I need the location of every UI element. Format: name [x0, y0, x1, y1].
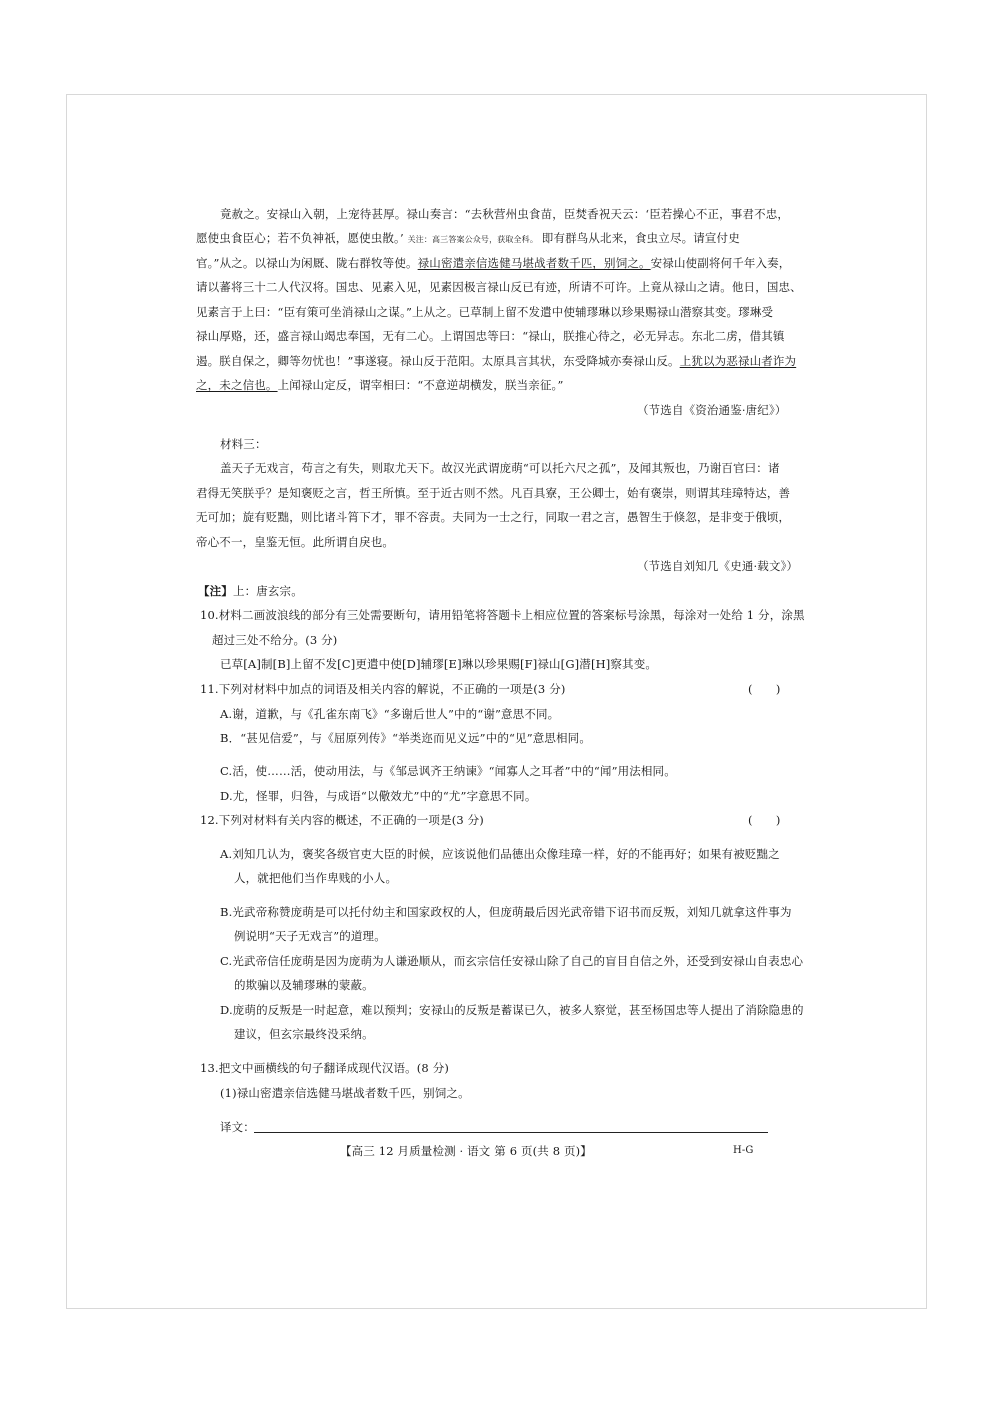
question-12-option-b-cont: 例说明“天子无戏言”的道理。 [234, 929, 386, 943]
passage2-line-8: 之，未之信也。上闻禄山定反，谓宰相曰：“不意逆胡横发，朕当亲征。” [196, 378, 564, 392]
question-11-stem: 11.下列对材料中加点的词语及相关内容的解说，不正确的一项是(3 分) [200, 682, 566, 696]
question-10-sentence: 已草[A]制[B]上留不发[C]更遣中使[D]辅璆[E]琳以珍果赐[F]禄山[G]潜[H]察其变。 [220, 657, 657, 671]
question-12-option-c-cont: 的欺骗以及辅璆琳的蒙蔽。 [234, 978, 374, 992]
passage3-line-1: 盖天子无戏言，苟言之有失，则取尤天下。故汉光武谓庞萌“可以托六尺之孤”，及闻其叛也，乃谢百官曰：诸 [220, 461, 780, 475]
underlined-sentence-2a: 上犹以为恶禄山者诈为 [679, 354, 797, 368]
question-12-option-d-cont: 建议，但玄宗最终没采纳。 [234, 1027, 374, 1041]
question-11-answer-blank: ( ) [748, 682, 781, 696]
passage2-line-7: 遏。朕自保之，卿等勿忧也！”事遂寝。禄山反于范阳。太原具言其状，东受降城亦奏禄山反。上犹以为恶禄山者诈为 [196, 354, 797, 368]
question-13-stem: 13.把文中画横线的句子翻译成现代汉语。(8 分) [200, 1061, 449, 1075]
page-sheet [66, 94, 927, 1309]
question-12-option-a-cont: 人，就把他们当作卑贱的小人。 [234, 871, 398, 885]
question-11-option-b: B．“甚见信爱”，与《屈原列传》“举类迩而见义远”中的“见”意思相同。 [220, 731, 591, 745]
translation-label: 译文： [220, 1120, 255, 1134]
question-12-answer-blank: ( ) [748, 813, 781, 827]
passage3-line-3: 无可加；旋有贬黜，则比诸斗筲下才，罪不容责。夫同为一士之行，同取一君之言，愚智生于倏忽，是非变于俄顷， [196, 510, 791, 524]
question-10-stem-cont: 超过三处不给分。(3 分) [212, 633, 338, 647]
passage2-line-4: 请以蕃将三十二人代汉将。国忠、见素入见，见素因极言禄山反已有迹，所请不可许。上竟从禄山之请。他日，国忠、 [196, 280, 802, 294]
underlined-sentence-1: 禄山密遣亲信选健马堪战者数千匹，别饲之。 [417, 256, 651, 270]
passage2-source: （节选自《资治通鉴·唐纪》） [637, 403, 787, 417]
passage3-heading: 材料三： [220, 437, 267, 451]
question-11-option-a: A.谢，道歉，与《孔雀东南飞》“多谢后世人”中的“谢”意思不同。 [220, 707, 560, 721]
passage3-line-2: 君得无笑朕乎？是知褒贬之言，哲王所慎。至于近古则不然。凡百具寮，王公卿士，始有褒崇，则谓其珪璋特达，善 [196, 486, 791, 500]
question-10-stem: 10.材料二画波浪线的部分有三处需要断句，请用铅笔将答题卡上相应位置的答案标号涂黑，每涂对一处给 1 分，涂黑 [200, 608, 805, 622]
passage2-line-6: 禄山厚赂，还，盛言禄山竭忠奉国，无有二心。上谓国忠等曰：“禄山，朕推心待之，必无异志。东北二虏，借其镇 [196, 329, 785, 343]
translation-answer-line[interactable] [254, 1132, 768, 1133]
question-11-option-d: D.尤，怪罪，归咎，与成语“以儆效尤”中的“尤”字意思不同。 [220, 789, 537, 803]
question-12-option-c: C.光武帝信任庞萌是因为庞萌为人谦逊顺从，而玄宗信任安禄山除了自己的盲目自信之外，还受到安禄山自表忠心 [220, 954, 804, 968]
question-12-option-d: D.庞萌的反叛是一时起意，难以预判；安禄山的反叛是蓄谋已久，被多人察觉，甚至杨国忠等人提出了消除隐患的 [220, 1003, 804, 1017]
question-12-option-b: B.光武帝称赞庞萌是可以托付幼主和国家政权的人，但庞萌最后因光武帝错下诏书而反叛，刘知几就拿这件事为 [220, 905, 792, 919]
passage2-line-5: 见素言于上曰：“臣有策可坐消禄山之谋。”上从之。已草制上留不发遣中使辅璆琳以珍果赐禄山潜察其变。璆琳受 [196, 305, 774, 319]
question-11-option-c: C.活，使……活，使动用法，与《邹忌讽齐王纳谏》“闻寡人之耳者”中的“闻”用法相同。 [220, 764, 676, 778]
passage2-line-1: 竟赦之。安禄山入朝，上宠待甚厚。禄山奏言：“去秋营州虫食苗，臣焚香祝天云：‘臣若操心不正，事君不忠， [220, 207, 790, 221]
page-footer: 【高三 12 月质量检测 · 语文 第 6 页(共 8 页)】 [340, 1144, 592, 1158]
question-13-sentence-1: (1)禄山密遣亲信选健马堪战者数千匹，别饲之。 [220, 1086, 470, 1100]
watermark-note: 关注：高三答案公众号，获取全科。 [407, 235, 538, 244]
question-12-stem: 12.下列对材料有关内容的概述，不正确的一项是(3 分) [200, 813, 484, 827]
underlined-sentence-2b: 之，未之信也。 [196, 378, 278, 392]
passage3-line-4: 帝心不一，皇鉴无恒。此所谓自戾也。 [196, 535, 395, 549]
passage2-line-2: 愿使虫食臣心；若不负神祇，愿使虫散。’ 关注：高三答案公众号，获取全科。 即有群鸟从北来，食虫立尽。请宣付史 [196, 231, 740, 245]
passage3-source: （节选自刘知几《史通·载文》） [637, 559, 799, 573]
paper-code: H-G [733, 1145, 754, 1156]
annotation-note: 【注】上：唐玄宗。 [198, 584, 303, 598]
question-12-option-a: A.刘知几认为，褒奖各级官吏大臣的时候，应该说他们品德出众像珪璋一样，好的不能再好；如果有被贬黜之 [220, 847, 780, 861]
passage2-line-3: 官。”从之。以禄山为闲厩、陇右群牧等使。禄山密遣亲信选健马堪战者数千匹，别饲之。安禄山使副将何千年入奏， [196, 256, 791, 270]
